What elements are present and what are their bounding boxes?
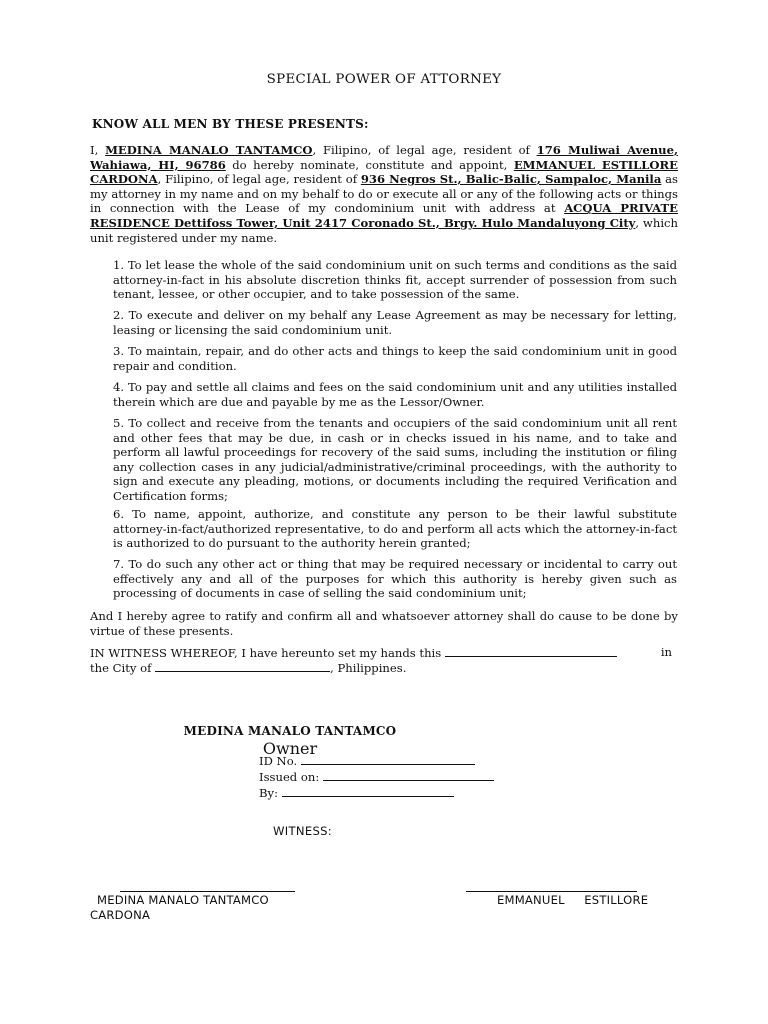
attorney-name: EMMANUEL ESTILLORE CARDONA bbox=[90, 157, 678, 187]
city-blank-line[interactable] bbox=[155, 660, 330, 672]
by-blank-line[interactable] bbox=[282, 785, 454, 797]
power-item-5: 5. To collect and receive from the tenants and occupiers of the said condominium unit all rent and other fees that may be due, in cash or in checks issued in his name, and to take and perform all lawful proceedings for recovery of the said sums, including the institution or filing any collection cases in any judicial/administrative/criminal proceedings, with the authority to sign and execute any pleading, motions, or documents including the required Verification and Certification forms; bbox=[113, 416, 677, 503]
witness-clause-text-3: the City of bbox=[90, 661, 156, 675]
owner-id-fields bbox=[259, 753, 494, 801]
issued-blank-line[interactable] bbox=[323, 769, 494, 781]
power-item-3: 3. To maintain, repair, and do other acts and things to keep the said condominium unit in good repair and condition. bbox=[113, 344, 677, 373]
by-field-row bbox=[259, 785, 494, 801]
witness-whereof-paragraph bbox=[90, 645, 678, 676]
witness-right-name-continued: CARDONA bbox=[90, 908, 151, 922]
owner-role: Owner bbox=[262, 739, 318, 758]
witness-left-name: MEDINA MANALO TANTAMCO bbox=[97, 893, 269, 907]
witness-clause-text-1: IN WITNESS WHEREOF, I have hereunto set my hands this bbox=[90, 646, 445, 660]
power-item-7: 7. To do such any other act or thing that may be required necessary or incidental to carry out effectively any and all of the purposes for which this authority is hereby given such as processing of documents in case of selling the said condominium unit; bbox=[113, 557, 677, 601]
intro-text-4: , Filipino, of legal age, resident of bbox=[157, 172, 361, 187]
by-label: By: bbox=[259, 786, 278, 800]
intro-text-6: , which unit registered under my name. bbox=[90, 215, 678, 245]
id-blank-line[interactable] bbox=[301, 753, 475, 765]
id-label: ID No. bbox=[259, 754, 298, 768]
intro-text-5: as my attorney in my name and on my behalf to do or execute all or any of the following acts or things in connection with the Lease of my condominium unit with address at bbox=[90, 172, 679, 216]
attorney-address: 936 Negros St., Balic-Balic, Sampaloc, Manila bbox=[360, 172, 662, 187]
ratify-paragraph: And I hereby agree to ratify and confirm all and whatsoever attorney shall do cause to be done by virtue of these presents. bbox=[90, 609, 678, 638]
witness-clause-in: in bbox=[660, 645, 672, 659]
witness-right-signature-line[interactable] bbox=[466, 891, 637, 892]
witness-left-signature-line[interactable] bbox=[120, 891, 295, 892]
document-heading: KNOW ALL MEN BY THESE PRESENTS: bbox=[92, 117, 369, 131]
intro-paragraph bbox=[90, 143, 678, 245]
principal-name: MEDINA MANALO TANTAMCO bbox=[105, 143, 313, 157]
date-blank-line[interactable] bbox=[445, 645, 617, 657]
intro-text-2: , Filipino, of legal age, resident of bbox=[312, 143, 537, 157]
principal-address: 176 Muliwai Avenue, Wahiawa, HI, 96786 bbox=[90, 143, 678, 172]
power-item-6: 6. To name, appoint, authorize, and constitute any person to be their lawful substitute attorney-in-fact/authorized representative, to do and perform all acts which the attorney-in-fact is authorized to do pursuant to the authority herein granted; bbox=[113, 507, 677, 551]
id-field-row bbox=[259, 753, 494, 769]
witness-right-name: EMMANUEL ESTILLORE bbox=[497, 893, 649, 907]
issued-field-row bbox=[259, 769, 494, 785]
intro-text-1: I, bbox=[90, 143, 106, 157]
witness-clause-text-4: , Philippines. bbox=[330, 661, 407, 675]
power-item-1: 1. To let lease the whole of the said condominium unit on such terms and conditions as the said attorney-in-fact in his absolute discretion thinks fit, accept surrender of possession from such tenant, lessee, or other occupier, and to take possession of the same. bbox=[113, 258, 677, 302]
property-address: ACQUA PRIVATE RESIDENCE Dettifoss Tower, Unit 2417 Coronado St., Brgy. Hulo Mandaluyong City bbox=[90, 201, 678, 230]
document-title: SPECIAL POWER OF ATTORNEY bbox=[266, 72, 502, 87]
owner-name: MEDINA MANALO TANTAMCO bbox=[183, 724, 397, 738]
power-item-2: 2. To execute and deliver on my behalf any Lease Agreement as may be necessary for letting, leasing or licensing the said condominium unit. bbox=[113, 308, 677, 337]
intro-text-3: do hereby nominate, constitute and appoint, bbox=[225, 157, 514, 172]
witness-label: WITNESS: bbox=[273, 824, 332, 838]
power-item-4: 4. To pay and settle all claims and fees on the said condominium unit and any utilities installed therein which are due and payable by me as the Lessor/Owner. bbox=[113, 380, 677, 409]
issued-label: Issued on: bbox=[259, 770, 320, 784]
